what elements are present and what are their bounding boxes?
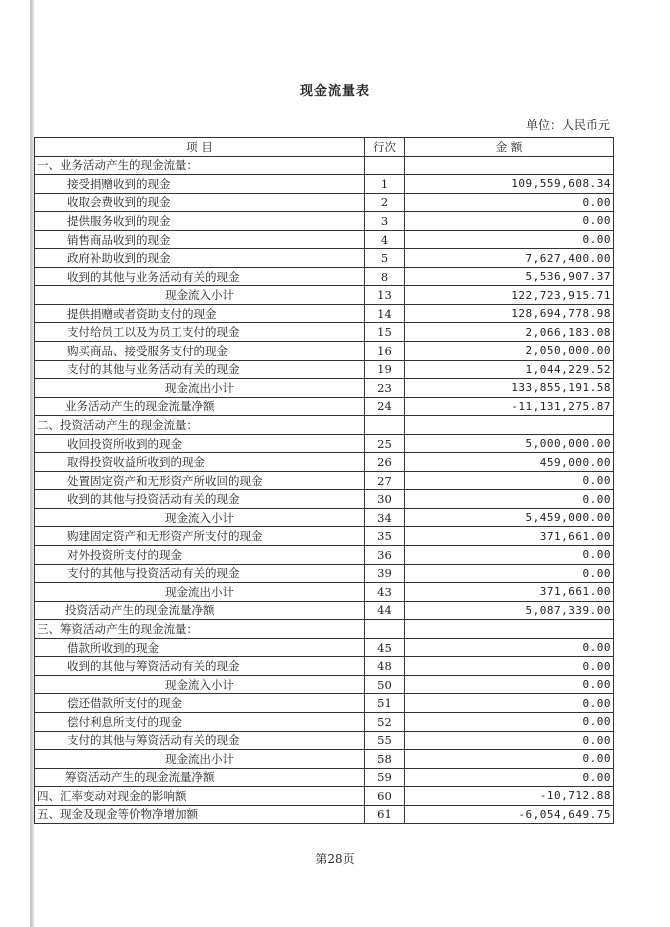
row-item: 取得投资收益所收到的现金 bbox=[35, 453, 365, 472]
row-amount bbox=[405, 416, 614, 435]
row-amount: 0.00 bbox=[405, 768, 614, 787]
row-line bbox=[365, 156, 405, 175]
row-amount bbox=[405, 620, 614, 639]
table-row bbox=[35, 175, 614, 194]
row-amount: 0.00 bbox=[405, 675, 614, 694]
row-item: 偿付利息所支付的现金 bbox=[35, 712, 365, 731]
row-amount: -6,054,649.75 bbox=[405, 805, 614, 824]
row-amount: 109,559,608.34 bbox=[405, 175, 614, 194]
row-line: 35 bbox=[365, 527, 405, 546]
row-item: 支付的其他与投资活动有关的现金 bbox=[35, 564, 365, 583]
table-row bbox=[35, 805, 614, 824]
page-number: 第28页 bbox=[315, 852, 355, 866]
row-amount: 0.00 bbox=[405, 694, 614, 713]
row-amount: 0.00 bbox=[405, 212, 614, 231]
row-line: 60 bbox=[365, 787, 405, 806]
row-item: 销售商品收到的现金 bbox=[35, 230, 365, 249]
row-item: 购买商品、接受服务支付的现金 bbox=[35, 342, 365, 361]
table-row bbox=[35, 638, 614, 657]
row-line: 14 bbox=[365, 304, 405, 323]
table-row bbox=[35, 620, 614, 639]
row-amount: 2,050,000.00 bbox=[405, 342, 614, 361]
table-row bbox=[35, 768, 614, 787]
row-line: 45 bbox=[365, 638, 405, 657]
row-line: 4 bbox=[365, 230, 405, 249]
row-item: 投资活动产生的现金流量净额 bbox=[35, 601, 365, 620]
table-row bbox=[35, 508, 614, 527]
header-line: 行次 bbox=[365, 138, 405, 157]
table-row bbox=[35, 731, 614, 750]
table-row bbox=[35, 546, 614, 565]
table-row bbox=[35, 583, 614, 602]
table-row bbox=[35, 379, 614, 398]
row-amount: 0.00 bbox=[405, 546, 614, 565]
row-line: 13 bbox=[365, 286, 405, 305]
currency-unit: 单位：人民币元 bbox=[525, 118, 610, 132]
table-row bbox=[35, 750, 614, 769]
row-line: 16 bbox=[365, 342, 405, 361]
row-amount: 459,000.00 bbox=[405, 453, 614, 472]
row-amount bbox=[405, 156, 614, 175]
row-item: 偿还借款所支付的现金 bbox=[35, 694, 365, 713]
row-line: 30 bbox=[365, 490, 405, 509]
row-item: 一、业务活动产生的现金流量： bbox=[35, 156, 365, 175]
table-row bbox=[35, 694, 614, 713]
row-line: 51 bbox=[365, 694, 405, 713]
page-title: 现金流量表 bbox=[299, 84, 370, 99]
row-line: 27 bbox=[365, 471, 405, 490]
table-row bbox=[35, 267, 614, 286]
row-amount: 0.00 bbox=[405, 193, 614, 212]
row-amount: -10,712.88 bbox=[405, 787, 614, 806]
row-amount: 1,044,229.52 bbox=[405, 360, 614, 379]
row-amount: 0.00 bbox=[405, 638, 614, 657]
row-line: 39 bbox=[365, 564, 405, 583]
table-row bbox=[35, 193, 614, 212]
row-item: 筹资活动产生的现金流量净额 bbox=[35, 768, 365, 787]
row-line: 61 bbox=[365, 805, 405, 824]
row-amount: 0.00 bbox=[405, 657, 614, 676]
row-line: 25 bbox=[365, 434, 405, 453]
row-amount: 371,661.00 bbox=[405, 527, 614, 546]
row-item: 提供捐赠或者资助支付的现金 bbox=[35, 304, 365, 323]
row-line: 43 bbox=[365, 583, 405, 602]
row-amount: 0.00 bbox=[405, 564, 614, 583]
header-amount: 金 额 bbox=[405, 138, 614, 157]
row-amount: 7,627,400.00 bbox=[405, 249, 614, 268]
row-item: 借款所收到的现金 bbox=[35, 638, 365, 657]
row-amount: 2,066,183.08 bbox=[405, 323, 614, 342]
row-item: 四、汇率变动对现金的影响额 bbox=[35, 787, 365, 806]
row-item: 处置固定资产和无形资产所收回的现金 bbox=[35, 471, 365, 490]
row-item: 收到的其他与筹资活动有关的现金 bbox=[35, 657, 365, 676]
table-row bbox=[35, 453, 614, 472]
table-header-row bbox=[35, 138, 614, 157]
row-line: 44 bbox=[365, 601, 405, 620]
row-line: 2 bbox=[365, 193, 405, 212]
row-item: 五、现金及现金等价物净增加额 bbox=[35, 805, 365, 824]
row-amount: -11,131,275.87 bbox=[405, 397, 614, 416]
row-item: 现金流出小计 bbox=[35, 379, 365, 398]
row-item: 对外投资所支付的现金 bbox=[35, 546, 365, 565]
row-amount: 5,459,000.00 bbox=[405, 508, 614, 527]
row-item: 提供服务收到的现金 bbox=[35, 212, 365, 231]
row-line: 36 bbox=[365, 546, 405, 565]
table-row bbox=[35, 249, 614, 268]
row-item: 收到的其他与业务活动有关的现金 bbox=[35, 267, 365, 286]
row-amount: 133,855,191.58 bbox=[405, 379, 614, 398]
table-row bbox=[35, 286, 614, 305]
table-row bbox=[35, 360, 614, 379]
row-amount: 0.00 bbox=[405, 750, 614, 769]
row-item: 二、投资活动产生的现金流量： bbox=[35, 416, 365, 435]
row-item: 三、筹资活动产生的现金流量： bbox=[35, 620, 365, 639]
row-item: 现金流入小计 bbox=[35, 675, 365, 694]
row-line: 23 bbox=[365, 379, 405, 398]
row-line: 59 bbox=[365, 768, 405, 787]
row-amount: 371,661.00 bbox=[405, 583, 614, 602]
table-row bbox=[35, 230, 614, 249]
row-amount: 0.00 bbox=[405, 230, 614, 249]
row-line: 34 bbox=[365, 508, 405, 527]
row-item: 收取会费收到的现金 bbox=[35, 193, 365, 212]
row-line: 55 bbox=[365, 731, 405, 750]
row-line: 15 bbox=[365, 323, 405, 342]
row-line: 58 bbox=[365, 750, 405, 769]
table-row bbox=[35, 212, 614, 231]
row-amount: 5,087,339.00 bbox=[405, 601, 614, 620]
row-line: 5 bbox=[365, 249, 405, 268]
row-amount: 0.00 bbox=[405, 731, 614, 750]
row-item: 现金流入小计 bbox=[35, 286, 365, 305]
row-line bbox=[365, 416, 405, 435]
row-line: 52 bbox=[365, 712, 405, 731]
table-row bbox=[35, 304, 614, 323]
row-amount: 122,723,915.71 bbox=[405, 286, 614, 305]
row-line: 19 bbox=[365, 360, 405, 379]
row-line bbox=[365, 620, 405, 639]
row-item: 支付的其他与筹资活动有关的现金 bbox=[35, 731, 365, 750]
table-row bbox=[35, 657, 614, 676]
row-item: 政府补助收到的现金 bbox=[35, 249, 365, 268]
table-row bbox=[35, 342, 614, 361]
row-line: 8 bbox=[365, 267, 405, 286]
row-item: 业务活动产生的现金流量净额 bbox=[35, 397, 365, 416]
row-amount: 0.00 bbox=[405, 712, 614, 731]
row-item: 支付的其他与业务活动有关的现金 bbox=[35, 360, 365, 379]
row-amount: 128,694,778.98 bbox=[405, 304, 614, 323]
row-line: 24 bbox=[365, 397, 405, 416]
table-row bbox=[35, 471, 614, 490]
table-row bbox=[35, 564, 614, 583]
row-line: 3 bbox=[365, 212, 405, 231]
table-row bbox=[35, 601, 614, 620]
header-item: 项 目 bbox=[35, 138, 365, 157]
row-line: 1 bbox=[365, 175, 405, 194]
cash-flow-table bbox=[34, 137, 614, 824]
row-item: 现金流入小计 bbox=[35, 508, 365, 527]
row-item: 接受捐赠收到的现金 bbox=[35, 175, 365, 194]
row-item: 现金流出小计 bbox=[35, 583, 365, 602]
row-amount: 5,000,000.00 bbox=[405, 434, 614, 453]
row-item: 收到的其他与投资活动有关的现金 bbox=[35, 490, 365, 509]
row-item: 现金流出小计 bbox=[35, 750, 365, 769]
table-row bbox=[35, 416, 614, 435]
row-line: 48 bbox=[365, 657, 405, 676]
row-item: 购建固定资产和无形资产所支付的现金 bbox=[35, 527, 365, 546]
table-row bbox=[35, 787, 614, 806]
table-row bbox=[35, 712, 614, 731]
table-row bbox=[35, 434, 614, 453]
row-line: 50 bbox=[365, 675, 405, 694]
row-amount: 5,536,907.37 bbox=[405, 267, 614, 286]
row-amount: 0.00 bbox=[405, 471, 614, 490]
row-item: 支付给员工以及为员工支付的现金 bbox=[35, 323, 365, 342]
table-row bbox=[35, 397, 614, 416]
table-row bbox=[35, 527, 614, 546]
row-line: 26 bbox=[365, 453, 405, 472]
table-row bbox=[35, 675, 614, 694]
table-row bbox=[35, 156, 614, 175]
row-amount: 0.00 bbox=[405, 490, 614, 509]
row-item: 收回投资所收到的现金 bbox=[35, 434, 365, 453]
table-row bbox=[35, 490, 614, 509]
table-row bbox=[35, 323, 614, 342]
